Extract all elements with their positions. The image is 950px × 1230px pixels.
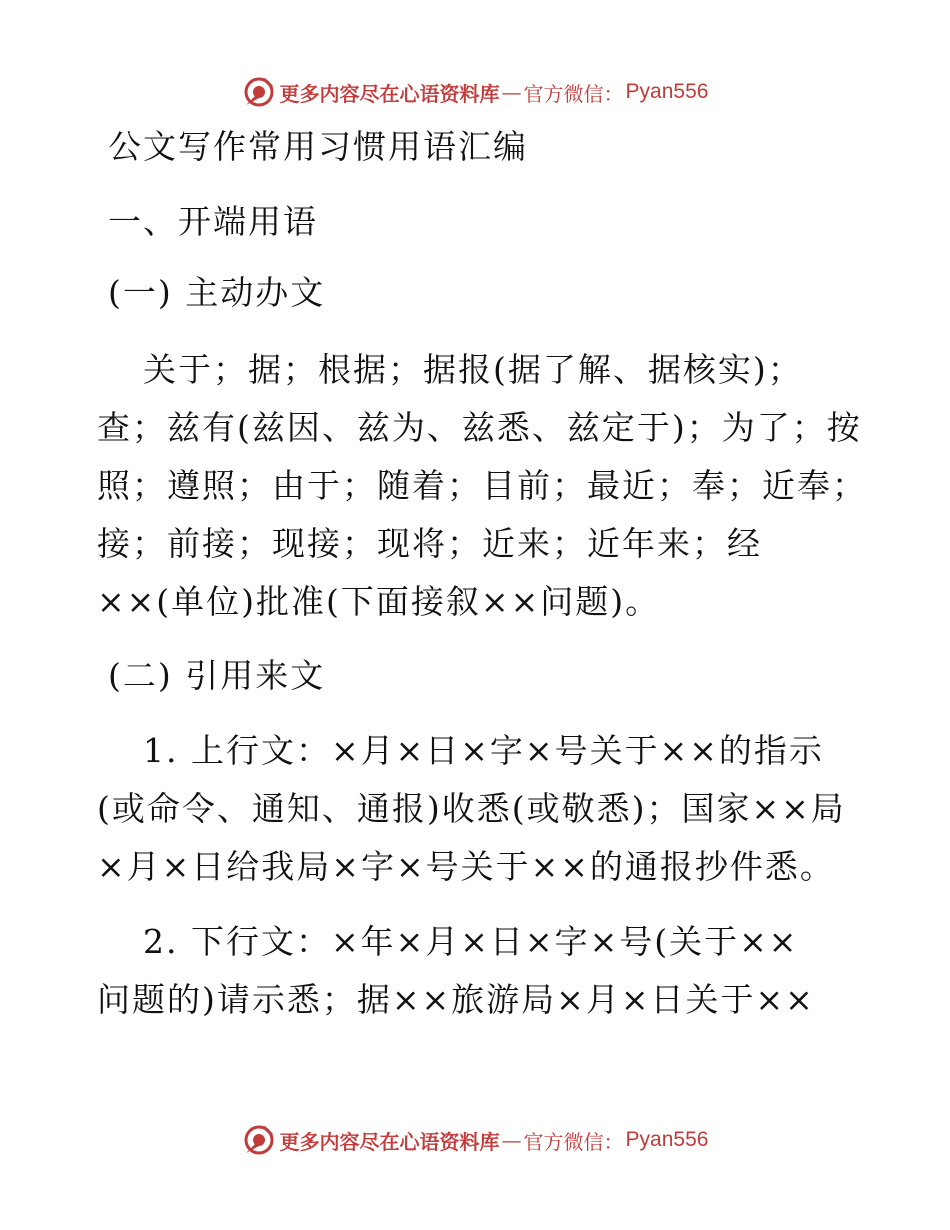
paragraph-line: 问题的)请示悉；据××旅游局×月×日关于×× — [97, 980, 815, 1019]
pen-logo-icon — [242, 1123, 276, 1157]
document-title: 公文写作常用习惯用语汇编 — [108, 127, 528, 166]
watermark-separator: — — [501, 80, 522, 104]
watermark-wechat-id: Pyan556 — [625, 1128, 709, 1151]
paragraph-line: 2. 下行文：×年×月×日×字×号(关于×× — [143, 922, 799, 961]
watermark-banner-top — [0, 72, 950, 112]
paragraph-line: (或命令、通知、通报)收悉(或敬悉)；国家××局 — [97, 789, 846, 828]
paragraph-line: ×月×日给我局×字×号关于××的通报抄件悉。 — [97, 847, 835, 886]
paragraph-line: 1. 上行文：×月×日×字×号关于××的指示 — [143, 731, 824, 770]
watermark-banner-bottom — [0, 1120, 950, 1160]
paragraph-line: 照；遵照；由于；随着；目前；最近；奉；近奉； — [97, 466, 867, 505]
section-heading-opening-terms: 一、开端用语 — [108, 202, 318, 241]
paragraph-line: 查；兹有(兹因、兹为、兹悉、兹定于)；为了；按 — [97, 408, 862, 447]
paragraph-line: 接；前接；现接；现将；近来；近年来；经 — [97, 524, 762, 563]
paragraph-line: ××(单位)批准(下面接叙××问题)。 — [97, 582, 661, 621]
watermark-brand: 更多内容尽在心语资料库 — [279, 81, 500, 106]
subheading-cited-documents: (二) 引用来文 — [108, 656, 326, 695]
paragraph-line: 关于；据；根据；据报(据了解、据核实)； — [143, 350, 803, 389]
watermark-wechat-label: 官方微信： — [523, 1129, 624, 1154]
subheading-active-documents: (一) 主动办文 — [108, 273, 326, 312]
pen-logo-icon — [242, 75, 276, 109]
watermark-brand: 更多内容尽在心语资料库 — [279, 1129, 500, 1154]
watermark-wechat-id: Pyan556 — [625, 80, 709, 103]
watermark-separator: — — [501, 1128, 522, 1152]
watermark-wechat-label: 官方微信： — [523, 81, 624, 106]
